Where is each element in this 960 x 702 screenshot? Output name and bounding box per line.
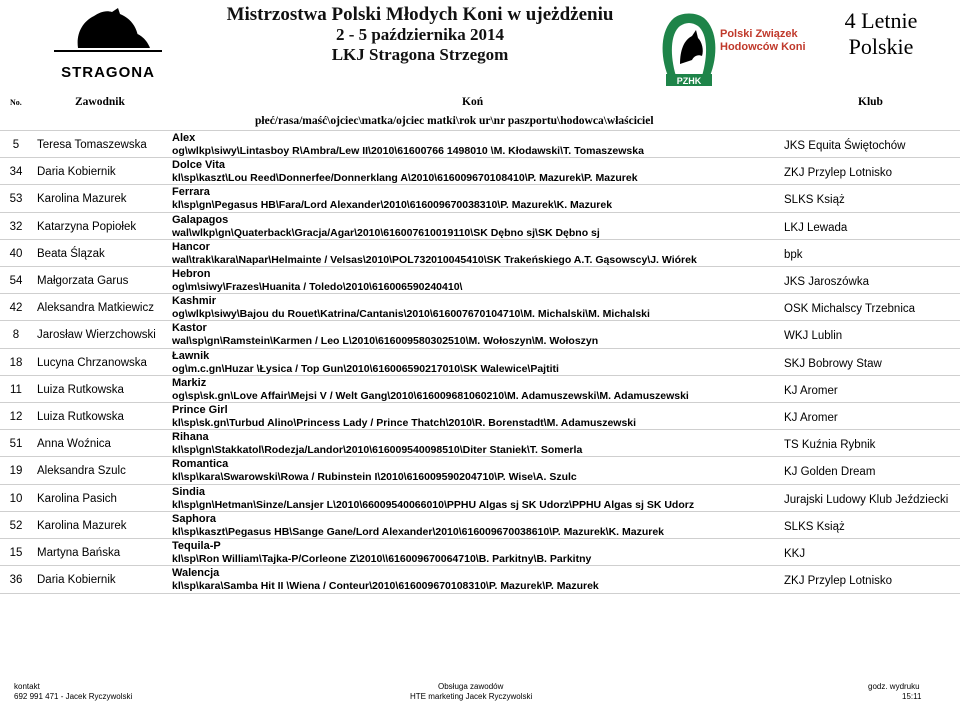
club-name: WKJ Lublin xyxy=(784,330,843,343)
club-name: JKS Jaroszówka xyxy=(784,276,870,288)
rider-name: Małgorzata Garus xyxy=(37,275,129,287)
stragona-logo xyxy=(48,4,168,90)
club-name: KJ Aromer xyxy=(784,384,838,397)
row-number: 19 xyxy=(9,465,23,478)
rider-name: Aleksandra Matkiewicz xyxy=(37,302,154,315)
horse-pedigree: kl\sp\kara\Samba Hit II \Wiena / Conteur\2010\616009670108310\P. Mazurek\P. Mazurek xyxy=(172,580,599,593)
horse-name: Galapagos xyxy=(172,213,229,226)
horse-pedigree: kl\sp\kaszt\Pegasus HB\Sange Gane/Lord Alexander\2010\616009670038610\P. Mazurek\K. Mazurek xyxy=(172,525,665,538)
club-name: SLKS Książ xyxy=(784,520,845,533)
club-name: ZKJ Przylep Lotnisko xyxy=(784,575,893,588)
rider-name: Teresa Tomaszewska xyxy=(37,139,147,151)
horse-name: Hancor xyxy=(172,240,210,253)
rider-name: Martyna Bańska xyxy=(37,547,121,559)
horse-name: Romantica xyxy=(172,458,229,471)
rider-name: Luiza Rutkowska xyxy=(37,411,124,423)
horse-name: Saphora xyxy=(172,512,217,525)
footer-contact-label: kontakt xyxy=(14,682,40,691)
rider-name: Daria Kobiernik xyxy=(37,574,116,587)
category-title xyxy=(816,8,946,60)
table-row xyxy=(0,184,960,212)
table-row xyxy=(0,130,960,158)
horse-pedigree: og\wlkp\siwy\Bajou du Rouet\Katrina/Cantanis\2010\616007670104710\M. Michalski\M. Michalski xyxy=(172,308,650,321)
table-row xyxy=(0,429,960,457)
horse-pedigree: kl\sp\kara\Swarowski\Rowa / Rubinstein I\2010\616009590204710\P. Wise\A. Szulc xyxy=(172,471,577,484)
club-name: bpk xyxy=(784,248,803,261)
row-number: 8 xyxy=(12,329,20,342)
row-number: 10 xyxy=(9,492,23,505)
event-title-line1: Mistrzostwa Polski Młodych Koni w ujeżdżeniu xyxy=(226,4,614,25)
horse-pedigree: kl\sp\Ron William\Tajka-P/Corleone Z\2010\\616009670064710\B. Parkitny\B. Parkitny xyxy=(172,553,592,565)
rider-name: Aleksandra Szulc xyxy=(37,465,126,478)
row-number: 11 xyxy=(10,383,22,396)
row-number: 34 xyxy=(9,166,23,179)
stragona-logo-text: STRAGONA xyxy=(61,64,155,81)
horse-pedigree: wal\sp\gn\Ramstein\Karmen / Leo L\2010\616009580302510\M. Wołoszyn\M. Wołoszyn xyxy=(172,335,599,348)
horse-name: Tequila-P xyxy=(172,540,221,552)
horse-name: Dolce Vita xyxy=(172,159,225,172)
rider-name: Anna Woźnica xyxy=(37,438,111,451)
horse-pedigree: kl\sp\gn\Hetman\Sinze/Lansjer L\2010\66009540066010\PPHU Algas sj SK Udorz\PPHU Algas sj SK Udorz xyxy=(172,498,695,511)
horseshoe-icon xyxy=(658,6,720,88)
club-name: OSK Michalscy Trzebnica xyxy=(784,303,916,316)
rider-name: Luiza Rutkowska xyxy=(37,383,124,396)
row-number: 5 xyxy=(12,139,20,151)
horse-name: Alex xyxy=(172,132,196,144)
header-horse: Koń xyxy=(462,96,484,108)
rider-name: Katarzyna Popiołek xyxy=(37,220,137,233)
horse-pedigree: kl\sp\gn\Stakkatol\Rodezja/Landor\2010\616009540098510\Diter Staniek\T. Somerla xyxy=(172,444,583,457)
row-number: 32 xyxy=(9,220,23,233)
horse-name: Rihana xyxy=(172,431,209,444)
row-number: 51 xyxy=(9,438,23,451)
horse-pedigree: kl\sp\sk.gn\Turbud Alino\Princess Lady / Prince Thatch\2010\R. Borenstadt\M. Adamuszewski xyxy=(172,417,637,429)
rider-name: Karolina Pasich xyxy=(37,492,117,505)
page-header xyxy=(0,0,960,92)
pzhk-line2: Hodowców Koni xyxy=(720,41,806,53)
rider-name: Beata Ślązak xyxy=(37,247,105,260)
row-number: 18 xyxy=(9,356,23,369)
horse-name: Prince Girl xyxy=(172,404,228,416)
club-name: KJ Aromer xyxy=(784,412,838,424)
horse-name: Walencja xyxy=(172,567,220,580)
header-rider: Zawodnik xyxy=(75,96,125,108)
header-horse-details: płeć/rasa/maść\ojciec\matka/ojciec matki\rok ur\nr paszportu\hodowca\właściciel xyxy=(255,115,654,127)
row-number: 42 xyxy=(9,302,23,315)
horse-pedigree: wal\trak\kara\Napar\Helmainte / Velsas\2010\POL732010045410\SK Trakeńskiego A.T. Gąsowscy\J. Wiórek xyxy=(172,253,697,266)
rider-name: Daria Kobiernik xyxy=(37,166,116,179)
row-number: 12 xyxy=(9,411,23,423)
table-row xyxy=(0,320,960,348)
horse-name: Kashmir xyxy=(172,295,217,308)
club-name: JKS Equita Świętochów xyxy=(784,140,906,152)
table-row xyxy=(0,511,960,539)
table-row xyxy=(0,293,960,321)
horse-pedigree: kl\sp\kaszt\Lou Reed\Donnerfee/Donnerklang A\2010\616009670108410\P. Mazurek\P. Mazurek xyxy=(172,172,638,185)
row-number: 40 xyxy=(9,247,23,260)
horse-pedigree: wal\wlkp\gn\Quaterback\Gracja/Agar\2010\616007610019110\SK Dębno sj\SK Dębno sj xyxy=(172,226,600,239)
table-row xyxy=(0,348,960,376)
column-headers xyxy=(0,96,960,130)
horse-pedigree: og\m.c.gn\Huzar \Łysica / Top Gun\2010\616006590217010\SK Walewice\Pajtiti xyxy=(172,362,559,375)
horse-pedigree: og\wlkp\siwy\Lintasboy R\Ambra/Lew II\2010\61600766 1498010 \M. Kłodawski\T. Tomaszewska xyxy=(172,145,644,157)
horse-name: Markiz xyxy=(172,376,207,389)
footer-office-label: Obsługa zawodów xyxy=(438,682,504,691)
header-no: No. xyxy=(10,98,22,107)
table-row xyxy=(0,402,960,430)
club-name: ZKJ Przylep Lotnisko xyxy=(784,167,893,180)
club-name: LKJ Lewada xyxy=(784,221,848,234)
club-name: SKJ Bobrowy Staw xyxy=(784,357,882,370)
horse-name: Ławnik xyxy=(172,349,210,362)
event-title-line2: 2 - 5 października 2014 xyxy=(335,25,505,44)
footer-office-value: HTE marketing Jacek Ryczywolski xyxy=(410,692,533,701)
horse-name: Hebron xyxy=(172,268,211,280)
horse-pedigree: og\sp\sk.gn\Love Affair\Mejsi V / Welt Gang\2010\616009681060210\M. Adamuszewski\M. Adamuszewski xyxy=(172,389,689,402)
pzhk-logo xyxy=(658,6,808,92)
table-row xyxy=(0,456,960,484)
club-name: Jurajski Ludowy Klub Jeździecki xyxy=(784,493,949,506)
rider-name: Lucyna Chrzanowska xyxy=(37,356,147,369)
event-title-line3: LKJ Stragona Strzegom xyxy=(331,45,509,64)
rider-name: Karolina Mazurek xyxy=(37,193,127,206)
table-row xyxy=(0,375,960,403)
row-number: 53 xyxy=(9,193,23,206)
table-row xyxy=(0,157,960,185)
club-name: TS Kuźnia Rybnik xyxy=(784,439,876,452)
row-number: 15 xyxy=(9,547,23,559)
horse-name: Kastor xyxy=(172,322,207,335)
horse-pedigree: kl\sp\gn\Pegasus HB\Fara/Lord Alexander\2010\616009670038310\P. Mazurek\K. Mazurek xyxy=(172,199,613,212)
row-number: 52 xyxy=(9,519,23,532)
club-name: KKJ xyxy=(784,548,806,560)
event-title xyxy=(220,4,620,65)
row-number: 54 xyxy=(9,275,23,287)
pzhk-logo-text xyxy=(720,28,808,54)
table-row xyxy=(0,484,960,512)
horse-name: Sindia xyxy=(172,485,206,498)
footer-time-value: 15:11 xyxy=(902,692,922,701)
category-title-line2: Polskie xyxy=(848,34,914,59)
category-title-line1: 4 Letnie xyxy=(844,8,918,33)
horse-head-icon xyxy=(48,4,168,64)
club-name: KJ Golden Dream xyxy=(784,466,876,479)
table-row xyxy=(0,266,960,294)
horse-pedigree: og\m\siwy\Frazes\Huanita / Toledo\2010\616006590240410\ xyxy=(172,281,463,293)
footer-contact-value: 692 991 471 - Jacek Ryczywolski xyxy=(14,692,133,701)
rider-name: Jarosław Wierzchowski xyxy=(37,329,156,342)
footer-time-label: godz. wydruku xyxy=(868,682,920,691)
horse-name: Ferrara xyxy=(172,186,210,199)
table-row xyxy=(0,212,960,240)
table-row xyxy=(0,239,960,267)
header-club: Klub xyxy=(858,96,883,108)
pzhk-badge-text: PZHK xyxy=(676,76,702,86)
rider-name: Karolina Mazurek xyxy=(37,519,127,532)
table-row xyxy=(0,538,960,566)
pzhk-line1: Polski Związek xyxy=(720,28,798,40)
table-row xyxy=(0,565,960,594)
page-footer xyxy=(0,680,960,702)
club-name: SLKS Książ xyxy=(784,194,845,207)
row-number: 36 xyxy=(9,574,23,587)
